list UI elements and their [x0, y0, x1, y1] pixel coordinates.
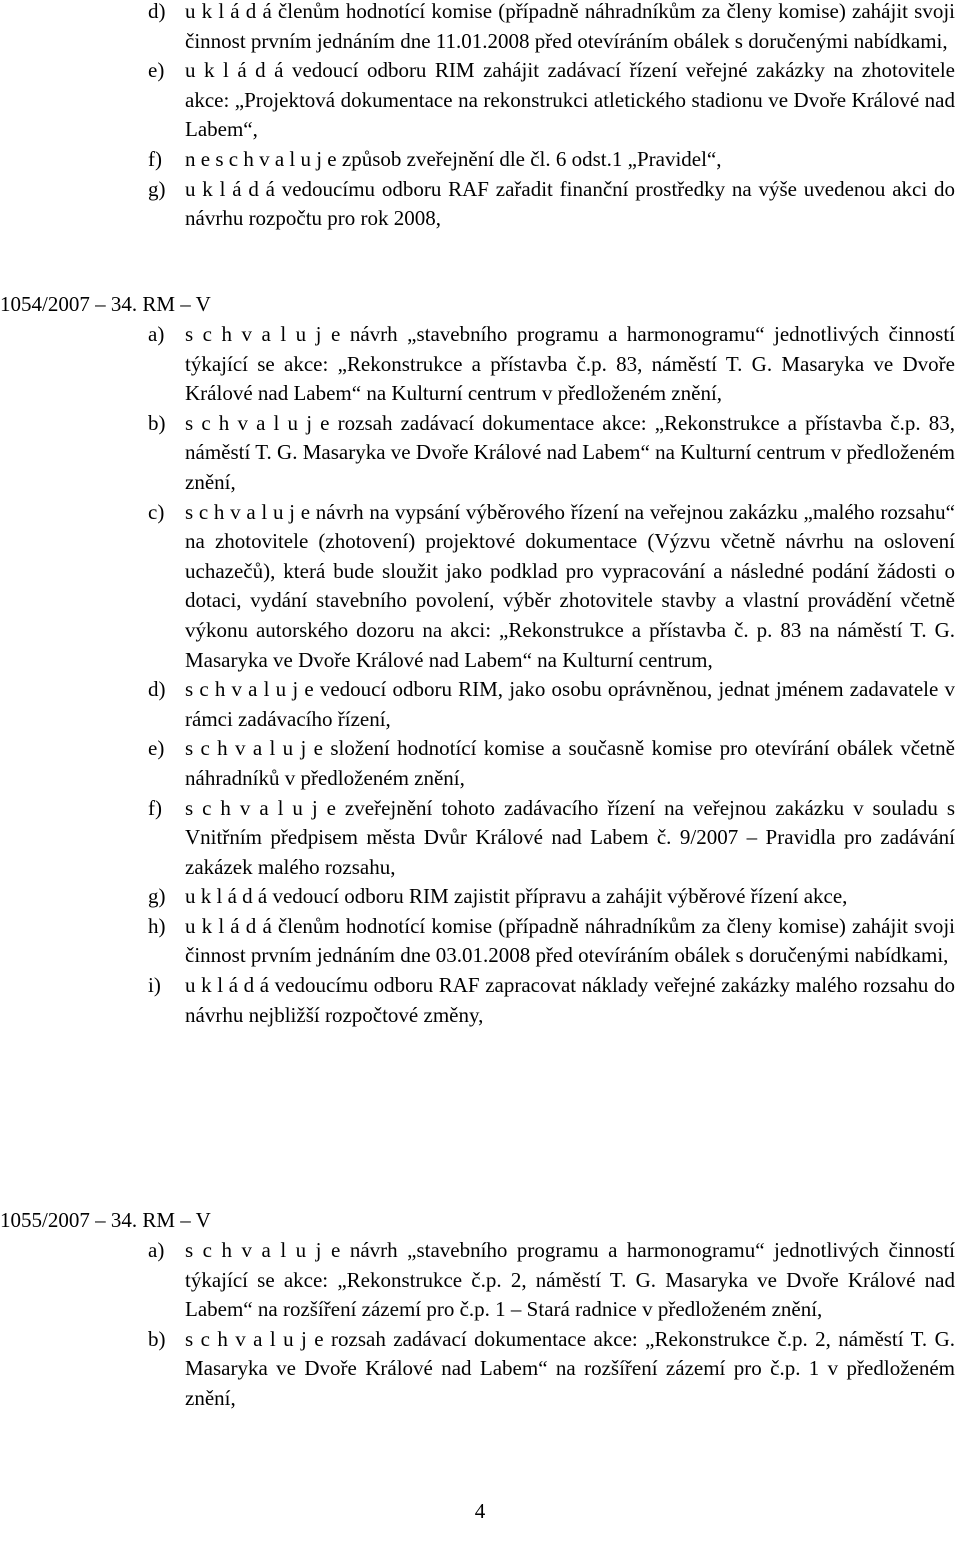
list-item	[148, 0, 955, 56]
item-text: u k l á d á vedoucí odboru RIM zahájit zadávací řízení veřejné zakázky na zhotovitele akce: „Projektová dokumentace na rekonstrukci atletického stadionu ve Dvoře Králové nad Labem“,	[185, 58, 955, 142]
item-text: s c h v a l u j e návrh „stavebního programu a harmonogramu“ jednotlivých činností týkající se akce: „Rekonstrukce č.p. 2, náměstí T. G. Masaryka ve Dvoře Králové nad Labem“ na rozšíření zázemí pro č.p. 1 – Stará radnice v předloženém znění,	[185, 1238, 955, 1322]
item-text: u k l á d á vedoucímu odboru RAF zařadit finanční prostředky na výše uvedenou akci do návrhu rozpočtu pro rok 2008,	[185, 176, 955, 231]
resolution-1054-list	[148, 320, 955, 1030]
item-text: s c h v a l u j e zveřejnění tohoto zadávacího řízení na veřejnou zakázku v souladu s Vnitřním předpisem města Dvůr Králové nad Labem č. 9/2007 – Pravidla pro zadávání zakázek malého rozsahu,	[185, 795, 955, 879]
item-marker: d)	[148, 677, 166, 702]
resolution-1055-list	[148, 1236, 955, 1414]
list-item	[148, 56, 955, 145]
page-number: 4	[474, 1499, 486, 1523]
item-text: s c h v a l u j e rozsah zadávací dokumentace akce: „Rekonstrukce č.p. 2, náměstí T. G. Masaryka ve Dvoře Králové nad Labem“ na rozšíření zázemí pro č.p. 1 v předloženém znění,	[185, 1326, 955, 1410]
list-item	[148, 971, 955, 1030]
item-text: u k l á d á vedoucí odboru RIM zajistit přípravu a zahájit výběrové řízení akce,	[185, 884, 848, 909]
item-marker: h)	[148, 913, 166, 938]
list-item	[148, 1236, 955, 1325]
resolution-heading-1055: 1055/2007 – 34. RM – V	[0, 1208, 211, 1232]
item-marker: g)	[148, 884, 166, 909]
item-marker: i)	[148, 973, 161, 998]
item-marker: a)	[148, 1238, 165, 1262]
item-text: s c h v a l u j e složení hodnotící komise a současně komise pro otevírání obálek včetně náhradníků v předloženém znění,	[185, 736, 955, 790]
list-item	[148, 145, 955, 175]
list-item	[148, 882, 955, 912]
list-item	[148, 794, 955, 883]
item-marker: a)	[148, 322, 165, 346]
item-text: s c h v a l u j e návrh „stavebního programu a harmonogramu“ jednotlivých činností týkající se akce: „Rekonstrukce a přístavba č.p. 83, náměstí T. G. Masaryka ve Dvoře Králové nad Labem“ na Kulturní centrum v předloženém znění,	[185, 322, 955, 406]
item-marker: f)	[148, 146, 162, 171]
item-marker: b)	[148, 410, 166, 435]
item-text: u k l á d á členům hodnotící komise (případně náhradníkům za členy komise) zahájit svoji činnost prvním jednáním dne 11.01.2008 před otevíráním obálek s doručenými nabídkami,	[185, 0, 955, 53]
list-item	[148, 409, 955, 498]
list-item	[148, 320, 955, 409]
item-marker: d)	[148, 0, 166, 23]
list-item	[148, 1325, 955, 1414]
list-item	[148, 498, 955, 676]
item-marker: b)	[148, 1326, 166, 1351]
list-item	[148, 175, 955, 234]
list-item	[148, 734, 955, 793]
resolution-heading-1054: 1054/2007 – 34. RM – V	[0, 292, 211, 316]
item-text: u k l á d á členům hodnotící komise (případně náhradníkům za členy komise) zahájit svoji činnost prvním jednáním dne 03.01.2008 před otevíráním obálek s doručenými nabídkami,	[185, 913, 955, 968]
item-text: s c h v a l u j e vedoucí odboru RIM, jako osobu oprávněnou, jednat jménem zadavatele v rámci zadávacího řízení,	[185, 677, 955, 731]
item-marker: e)	[148, 58, 165, 83]
list-item	[148, 675, 955, 734]
item-marker: c)	[148, 499, 165, 524]
item-text: n e s c h v a l u j e způsob zveřejnění dle čl. 6 odst.1 „Pravidel“,	[185, 146, 722, 171]
item-marker: g)	[148, 176, 166, 201]
list-item	[148, 912, 955, 971]
intro-list	[148, 0, 955, 234]
item-text: s c h v a l u j e rozsah zadávací dokumentace akce: „Rekonstrukce a přístavba č.p. 83, náměstí T. G. Masaryka ve Dvoře Králové nad Labem“ na Kulturní centrum v předloženém znění,	[185, 410, 955, 494]
item-text: u k l á d á vedoucímu odboru RAF zapracovat náklady veřejné zakázky malého rozsahu do návrhu nejbližší rozpočtové změny,	[185, 973, 955, 1027]
item-marker: f)	[148, 795, 162, 820]
item-text: s c h v a l u j e návrh na vypsání výběrového řízení na veřejnou zakázku „malého rozsahu“ na zhotovitele (zhotovení) projektové dokumentace (Výzvu včetně návrhu na oslovení uchazečů), která bude sloužit jako podklad pro vypracování a následné podání žádosti o dotaci, vydání stavebního povolení, výběr zhotovitele stavby a vlastní provádění včetně výkonu autorského dozoru na akci: „Rekonstrukce a přístavba č. p. 83 na náměstí T. G. Masaryka ve Dvoře Králové nad Labem“ na Kulturní centrum,	[185, 499, 955, 672]
item-marker: e)	[148, 736, 165, 761]
